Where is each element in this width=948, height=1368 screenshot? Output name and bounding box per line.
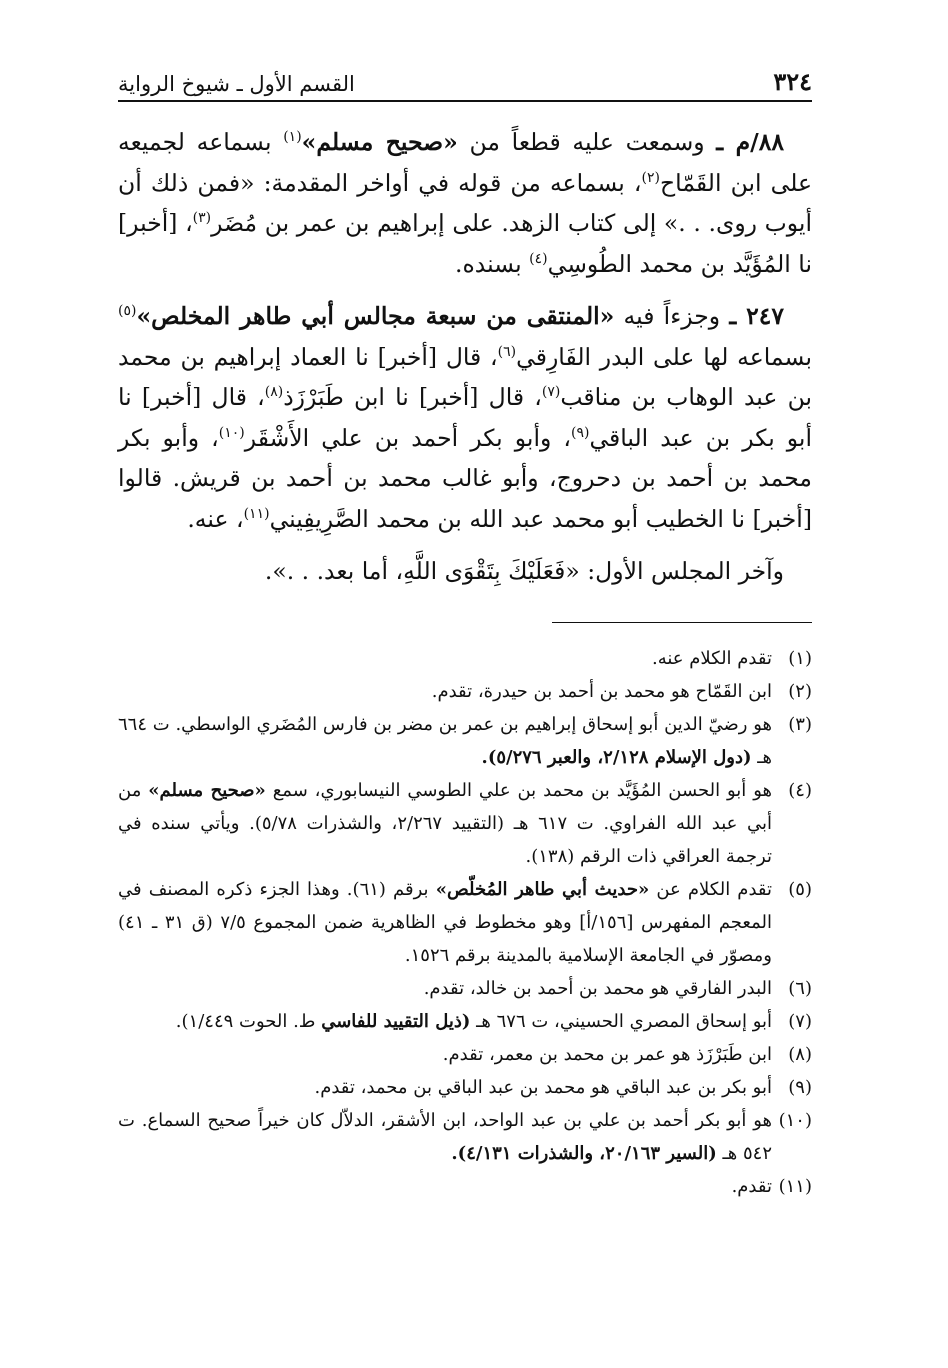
footnote-text: [118, 1005, 772, 1038]
footnote-number: (٧): [788, 1011, 812, 1032]
text-run: وجزءاً فيه: [614, 302, 730, 330]
footnote: [118, 774, 812, 873]
footnote-run: ط. الحوت ١/٤٤٩).: [175, 1011, 316, 1032]
footnote-text: [118, 972, 772, 1005]
page-number: ٣٢٤: [773, 67, 812, 96]
closing-line: وآخر المجلس الأول: «فَعَلَيْكَ بِتَقْوَى اللَّهِ، أما بعد. . .».: [264, 557, 784, 585]
footnote-text: [118, 1170, 772, 1203]
running-title: القسم الأول ـ شيوخ الرواية: [118, 72, 355, 96]
footnote-number: (٨): [788, 1044, 812, 1065]
book-title: «صحيح مسلم»: [301, 128, 458, 156]
footnote: [118, 1005, 812, 1038]
text-run: بسماعه لها على البدر الفَارِقي: [516, 342, 812, 371]
footnote-text: [118, 675, 772, 708]
footnote-text: [118, 1071, 772, 1104]
footnote-ref: (١١): [243, 505, 270, 522]
main-text: [118, 122, 812, 592]
footnotes: [118, 642, 812, 1203]
footnote-ref: (٢): [641, 169, 660, 186]
text-run: ، بسماعه من قوله في أواخر المقدمة: «فمن ذلك أن أيوب روى. . .» إلى كتاب الزهد. على إبراهيم بن عمر بن مُضَر: [118, 168, 812, 237]
text-run: ، قال [أخبر] نا أبو بكر بن عبد الباقي: [118, 383, 812, 452]
footnote-run: تقدم الكلام عنه.: [651, 648, 772, 669]
footnote: [118, 1038, 812, 1071]
footnote-run: هو رضيّ الدين أبو إسحاق إبراهيم بن عمر بن مضر بن فارس المُضَري الواسطي. ت ٦٦٤ هـ: [118, 714, 772, 768]
text-run: ، قال [أخبر] نا ابن طَبَرْزَذ: [283, 383, 542, 411]
footnote-text: [118, 873, 772, 972]
footnote-source: (السير ٢٠/١٦٣، والشذرات ٤/١٣١).: [451, 1143, 717, 1164]
footnote-text: [118, 1038, 772, 1071]
footnote-ref: (٩): [570, 424, 590, 441]
footnote-number: (١١): [778, 1176, 812, 1197]
footnote-number: (٤): [788, 780, 812, 801]
footnote-text: [118, 1104, 772, 1170]
footnote-ref: (٣): [192, 210, 212, 227]
footnote: [118, 1104, 812, 1170]
footnote-run: تقدم الكلام عن: [656, 879, 773, 900]
footnote-run: البدر الفارقي هو محمد بن أحمد بن خالد، تقدم.: [423, 978, 772, 999]
footnote-source: «حديث أبي طاهر المُخلّص»: [435, 879, 650, 900]
footnote-source: «صحيح مسلم»: [148, 780, 266, 801]
footnote-number: (٦): [788, 978, 812, 999]
footnote-ref: (٧): [541, 384, 561, 401]
paragraph-88: [118, 122, 812, 284]
text-run: وسمعت عليه قطعاً من: [457, 128, 717, 156]
footnote-number: (٥): [788, 879, 812, 900]
footnote-run: ابن طَبَرْزَذ هو عمر بن محمد بن معمر، تقدم.: [442, 1044, 772, 1065]
text-run: بسنده.: [454, 249, 530, 278]
footnote-source: (ذيل التقييد للفاسي: [321, 1011, 471, 1032]
footnote-number: (١): [788, 648, 812, 669]
footnote-run: ابن القَمّاح هو محمد بن أحمد بن حيدرة، تقدم.: [431, 681, 772, 702]
footnote-run: تقدم.: [731, 1176, 772, 1197]
footnote-ref: (٦): [497, 343, 517, 360]
footnote-ref: (٥): [118, 303, 137, 320]
footnote-run: أبو إسحاق المصري الحسيني، ت ٦٧٦ هـ: [476, 1011, 772, 1032]
book-title: «المنتقى من سبعة مجالس أبي طاهر المخلص»: [136, 302, 615, 330]
footnote-source: (دول الإسلام ٢/١٢٨، والعبر ٥/٢٧٦).: [481, 747, 752, 768]
footnote-run: برقم (٦١). وهذا الجزء ذكره المصنف في المعجم المفهرس [١٥٦/أ] وهو مخطوط في الظاهرية ضمن المجموع ٧/٥ (ق ٣١ ـ ٤١) ومصوّر في الجامعة الإسلامية بالمدينة برقم ١٥٢٦.: [118, 879, 772, 966]
footnote-run: هو أبو الحسن المُؤَيَّد بن محمد بن علي الطوسي النيسابوري، سمع: [272, 780, 772, 801]
footnote-number: (٣): [788, 714, 812, 735]
text-run: ، وأبو بكر محمد بن أحمد بن دحروج، وأبو غالب محمد بن أحمد بن قريش. قالوا [أخبر] نا الخطيب أبو محمد عبد الله بن محمد الصَّرِيفِيني: [118, 423, 812, 533]
page-header: [118, 58, 812, 102]
text-run: ، قال [أخبر] نا العماد إبراهيم بن محمد بن عبد الوهاب بن مناقب: [118, 342, 813, 411]
footnote: [118, 1170, 812, 1203]
footnote-number: (٢): [788, 681, 812, 702]
footnote: [118, 675, 812, 708]
paragraph-247: [118, 296, 812, 539]
entry-number: ٢٤٧ ـ: [729, 302, 784, 330]
footnote: [118, 708, 812, 774]
text-run: ، [أخبر] نا المُؤَيَّد بن محمد الطُوسِي: [118, 209, 812, 278]
footnote: [118, 972, 812, 1005]
text-run: ، وأبو بكر أحمد بن علي الأَشْقَر: [244, 423, 571, 452]
footnote-number: (٩): [788, 1077, 812, 1098]
footnote-ref: (٨): [264, 384, 284, 401]
footnote-divider: [552, 622, 812, 623]
footnote-run: من أبي عبد الله الفراوي. ت ٦١٧ هـ (التقييد ٢/٢٦٧، والشذرات ٥/٧٨). ويأتي سنده في ترجمة العراقي ذات الرقم (١٣٨).: [118, 780, 773, 867]
text-run: بسماعه لجميعه على ابن القَمّاح: [118, 128, 813, 197]
footnote-run: هو أبو بكر أحمد بن علي بن عبد الواحد، ابن الأشقر، الدلاّل كان خيراً صحيح السماع. ت ٥٤٢ هـ: [118, 1110, 772, 1164]
footnote: [118, 1071, 812, 1104]
footnote: [118, 642, 812, 675]
footnote-ref: (١): [283, 129, 302, 146]
text-run: ، عنه.: [187, 504, 244, 533]
footnote-run: أبو بكر بن عبد الباقي هو محمد بن عبد الباقي بن محمد، تقدم.: [314, 1077, 772, 1098]
footnote-ref: (٤): [529, 250, 548, 267]
footnote: [118, 873, 812, 972]
footnote-text: [118, 774, 772, 873]
footnote-text: [118, 642, 772, 675]
footnote-ref: (١٠): [218, 424, 245, 441]
entry-number: ٨٨/م ـ: [716, 128, 784, 156]
footnote-text: [118, 708, 772, 774]
footnote-number: (١٠): [778, 1110, 812, 1131]
